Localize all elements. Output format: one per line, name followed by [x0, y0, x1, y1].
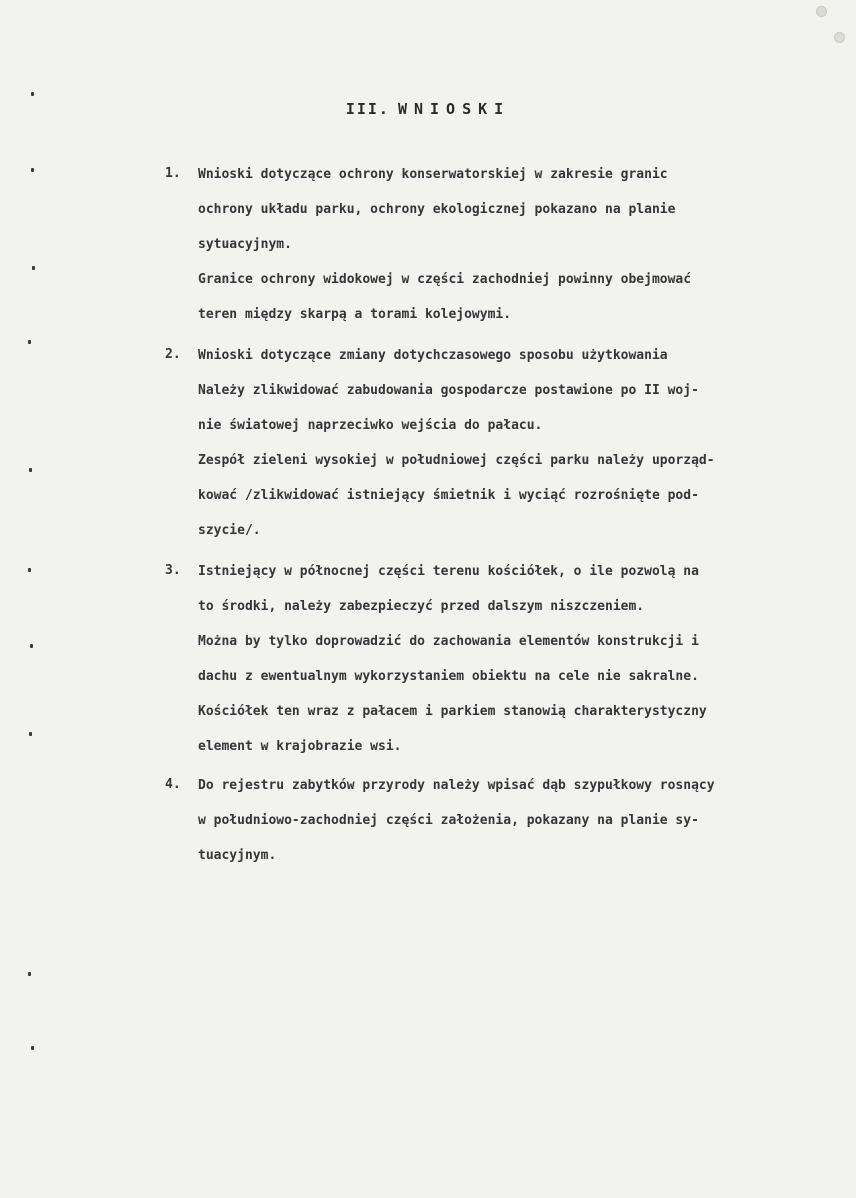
text-line: Należy zlikwidować zabudowania gospodarcze postawione po II woj-: [198, 383, 699, 398]
section-number: 2.: [165, 347, 181, 362]
punch-holes: [810, 4, 850, 44]
section-3: [165, 563, 805, 773]
margin-mark: [28, 340, 31, 344]
text-line: nie światowej naprzeciwko wejścia do pałacu.: [198, 418, 543, 433]
text-line: tuacyjnym.: [198, 848, 277, 863]
margin-mark: [32, 266, 35, 270]
text-line: Można by tylko doprowadzić do zachowania elementów konstrukcji i: [198, 634, 699, 649]
margin-mark: [30, 644, 33, 648]
text-line: sytuacyjnym.: [198, 237, 292, 252]
margin-mark: [28, 568, 31, 572]
text-line: to środki, należy zabezpieczyć przed dalszym niszczeniem.: [198, 599, 645, 614]
margin-mark: [31, 168, 34, 172]
title-roman-numeral: III.: [345, 100, 390, 118]
margin-mark: [29, 732, 32, 736]
text-line: Zespół zieleni wysokiej w południowej części parku należy uporząd-: [198, 453, 715, 468]
text-line: Granice ochrony widokowej w części zachodniej powinny obejmować: [198, 272, 692, 287]
text-line: Kościółek ten wraz z pałacem i parkiem stanowią charakterystyczny: [198, 704, 707, 719]
margin-mark: [31, 1046, 34, 1050]
title-word: WNIOSKI: [397, 100, 511, 118]
text-line: kować /zlikwidować istniejący śmietnik i wyciąć rozrośnięte pod-: [198, 488, 699, 503]
margin-mark: [31, 92, 34, 96]
text-line: Istniejący w północnej części terenu kościółek, o ile pozwolą na: [198, 564, 699, 579]
text-line: teren między skarpą a torami kolejowymi.: [198, 307, 512, 322]
text-line: ochrony układu parku, ochrony ekologicznej pokazano na planie: [198, 202, 676, 217]
text-line: Wnioski dotyczące ochrony konserwatorskiej w zakresie granic: [198, 167, 668, 182]
margin-mark: [29, 468, 32, 472]
section-number: 3.: [165, 563, 181, 578]
text-line: dachu z ewentualnym wykorzystaniem obiektu na cele nie sakralne.: [198, 669, 699, 684]
text-line: szycie/.: [198, 523, 261, 538]
text-line: Do rejestru zabytków przyrody należy wpisać dąb szypułkowy rosnący: [198, 778, 715, 793]
page-title: [0, 100, 856, 118]
text-line: Wnioski dotyczące zmiany dotychczasowego sposobu użytkowania: [198, 348, 668, 363]
section-4: [165, 777, 805, 882]
section-number: 1.: [165, 166, 181, 181]
section-2: [165, 347, 805, 557]
text-line: w południowo-zachodniej części założenia, pokazany na planie sy-: [198, 813, 699, 828]
section-number: 4.: [165, 777, 181, 792]
margin-mark: [28, 972, 31, 976]
section-1: [165, 166, 805, 341]
text-line: element w krajobrazie wsi.: [198, 739, 402, 754]
